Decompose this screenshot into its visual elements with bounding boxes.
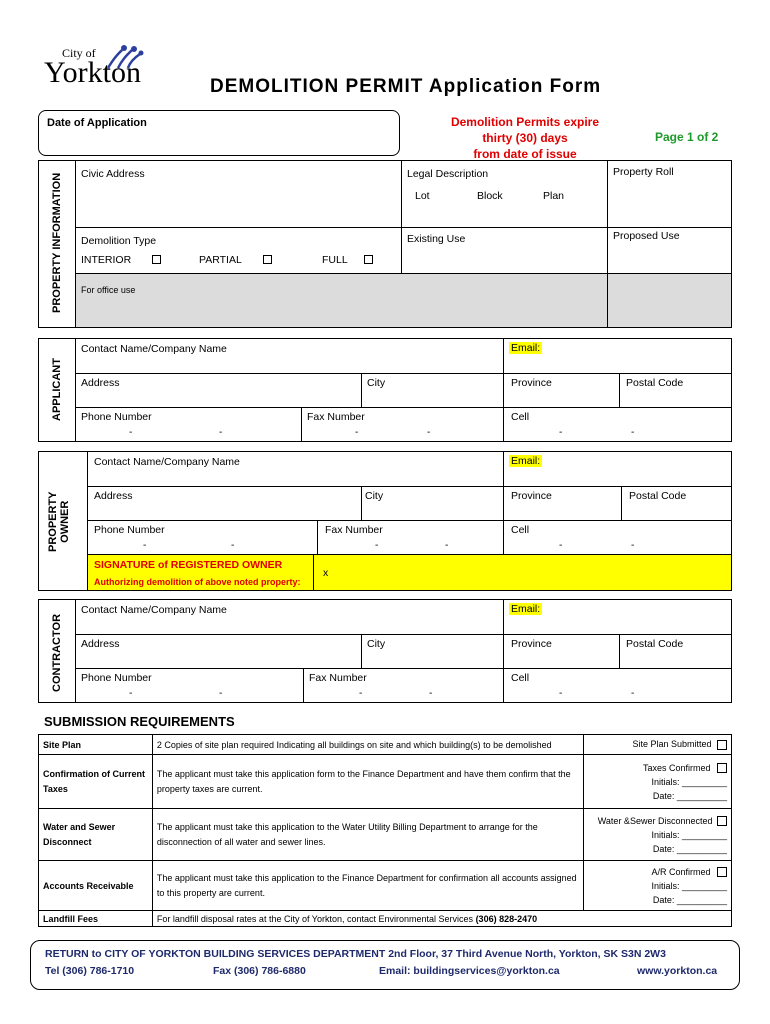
applicant-phone-dash-2: - <box>219 427 223 438</box>
interior-label: INTERIOR <box>81 254 132 266</box>
footer-web[interactable]: www.yorkton.ca <box>637 965 718 977</box>
submission-heading: SUBMISSION REQUIREMENTS <box>44 714 235 729</box>
plan-label: Plan <box>543 190 565 202</box>
applicant-city-label: City <box>367 377 386 389</box>
legal-description-label: Legal Description <box>407 168 489 180</box>
footer-box <box>30 940 740 990</box>
owner-postal-label: Postal Code <box>629 490 687 502</box>
applicant-section <box>38 338 732 442</box>
footer-email[interactable]: Email: buildingservices@yorkton.ca <box>379 965 560 977</box>
req-check-cell <box>584 861 732 911</box>
req-check-label: A/R Confirmed <box>651 866 711 877</box>
owner-cell-dash-1: - <box>559 540 563 551</box>
contractor-fax-label: Fax Number <box>309 672 367 684</box>
property-roll-label: Property Roll <box>613 166 674 178</box>
contractor-fax-dash-1: - <box>359 688 363 699</box>
water-sewer-checkbox[interactable] <box>717 816 727 826</box>
owner-fax-dash-1: - <box>375 540 379 551</box>
owner-authorizing-label: Authorizing demolition of above noted property: <box>94 577 301 587</box>
page-number: Page 1 of 2 <box>655 130 719 144</box>
table-row <box>39 735 732 755</box>
footer-tel: Tel (306) 786-1710 <box>45 965 135 977</box>
req-name: Landfill Fees <box>39 911 153 927</box>
applicant-side-label: APPLICANT <box>51 358 63 421</box>
owner-phone-dash-2: - <box>231 540 235 551</box>
table-row <box>39 911 732 927</box>
lot-label: Lot <box>415 190 430 202</box>
req-name: Site Plan <box>39 735 153 755</box>
expire-line-2: thirty (30) days <box>482 131 568 145</box>
expire-line-1: Demolition Permits expire <box>450 115 600 129</box>
applicant-phone-label: Phone Number <box>81 411 152 423</box>
applicant-contact-label: Contact Name/Company Name <box>81 343 227 355</box>
contractor-cell-label: Cell <box>511 672 530 684</box>
existing-use-label: Existing Use <box>407 233 466 245</box>
req-check-label: Site Plan Submitted <box>632 739 712 750</box>
applicant-cell-dash-1: - <box>559 427 563 438</box>
req-name: Confirmation of Current Taxes <box>39 755 153 809</box>
owner-email-label: Email: <box>511 455 541 467</box>
demolition-type-label: Demolition Type <box>81 235 157 247</box>
interior-checkbox[interactable] <box>152 255 161 264</box>
contractor-contact-label: Contact Name/Company Name <box>81 604 227 616</box>
contractor-phone-dash-2: - <box>219 688 223 699</box>
page-title: DEMOLITION PERMIT Application Form <box>210 76 602 97</box>
contractor-postal-label: Postal Code <box>626 638 684 650</box>
owner-side-label-2: OWNER <box>59 500 71 543</box>
req-name: Water and Sewer Disconnect <box>39 809 153 861</box>
req-check-cell <box>584 735 732 755</box>
owner-contact-label: Contact Name/Company Name <box>94 456 240 468</box>
full-label: FULL <box>322 254 348 266</box>
ar-checkbox[interactable] <box>717 867 727 877</box>
applicant-cell-label: Cell <box>511 411 530 423</box>
date-line[interactable]: Date: __________ <box>652 894 727 905</box>
taxes-checkbox[interactable] <box>717 763 727 773</box>
full-checkbox[interactable] <box>364 255 373 264</box>
contractor-cell-dash-2: - <box>631 688 635 699</box>
req-check-label: Taxes Confirmed <box>642 762 711 773</box>
date-line[interactable]: Date: __________ <box>652 843 727 854</box>
req-desc: The applicant must take this application to the Water Utility Billing Department to arrange for the disconnection of all water and sewer lines. <box>152 809 583 861</box>
req-check-cell <box>584 809 732 861</box>
block-label: Block <box>477 190 503 202</box>
owner-cell-dash-2: - <box>631 540 635 551</box>
applicant-province-label: Province <box>511 377 552 389</box>
req-desc-cell <box>152 911 731 927</box>
contractor-province-label: Province <box>511 638 552 650</box>
req-name: Accounts Receivable <box>39 861 153 911</box>
req-check-label: Water &Sewer Disconnected <box>597 815 713 826</box>
contractor-side-label: CONTRACTOR <box>51 613 63 692</box>
contractor-city-label: City <box>367 638 386 650</box>
applicant-fax-label: Fax Number <box>307 411 365 423</box>
req-desc: For landfill disposal rates at the City of Yorkton, contact Environmental Services <box>156 913 474 924</box>
req-desc: 2 Copies of site plan required Indicating all buildings on site and which building(s) to be demolished <box>152 735 583 755</box>
applicant-postal-label: Postal Code <box>626 377 684 389</box>
applicant-phone-dash-1: - <box>129 427 133 438</box>
contractor-fax-dash-2: - <box>429 688 433 699</box>
contractor-section <box>38 599 732 703</box>
owner-phone-dash-1: - <box>143 540 147 551</box>
owner-province-label: Province <box>511 490 552 502</box>
contractor-phone-dash-1: - <box>129 688 133 699</box>
property-side-label: PROPERTY INFORMATION <box>51 172 63 313</box>
applicant-fax-dash-1: - <box>355 427 359 438</box>
submission-table <box>38 734 732 927</box>
contractor-phone-label: Phone Number <box>81 672 152 684</box>
req-check-cell <box>584 755 732 809</box>
contractor-email-label: Email: <box>511 603 541 615</box>
contractor-address-label: Address <box>81 638 120 650</box>
initials-line[interactable]: Initials: _________ <box>651 880 727 891</box>
partial-label: PARTIAL <box>199 254 242 266</box>
site-plan-checkbox[interactable] <box>717 740 727 750</box>
owner-city-label: City <box>365 490 384 502</box>
req-phone: (306) 828-2470 <box>475 913 538 924</box>
proposed-use-label: Proposed Use <box>613 230 680 242</box>
logo-name: Yorkton <box>44 56 141 89</box>
owner-fax-label: Fax Number <box>325 524 383 536</box>
city-logo <box>40 42 160 98</box>
req-desc: The applicant must take this application form to the Finance Department and have them confirm that the property taxes are current. <box>152 755 583 809</box>
initials-line[interactable]: Initials: _________ <box>651 829 727 840</box>
owner-phone-label: Phone Number <box>94 524 165 536</box>
logo-figures-icon <box>104 44 144 70</box>
footer-return-to: RETURN to CITY OF YORKTON BUILDING SERVICES DEPARTMENT 2nd Floor, 37 Third Avenue North, Yorkton, SK S3N 2W3 <box>45 948 666 960</box>
footer-fax: Fax (306) 786-6880 <box>213 965 306 977</box>
owner-fax-dash-2: - <box>445 540 449 551</box>
owner-side-label-1: PROPERTY <box>47 491 59 552</box>
applicant-email-label: Email: <box>511 342 541 354</box>
owner-cell-label: Cell <box>511 524 530 536</box>
initials-line[interactable]: Initials: _________ <box>651 776 727 787</box>
table-row <box>39 809 732 861</box>
partial-checkbox[interactable] <box>263 255 272 264</box>
applicant-address-label: Address <box>81 377 120 389</box>
table-row <box>39 755 732 809</box>
owner-signature-x: x <box>323 567 329 579</box>
owner-side-label <box>47 491 71 552</box>
date-of-application-field[interactable] <box>38 110 400 156</box>
civic-address-label: Civic Address <box>81 168 145 180</box>
table-row <box>39 861 732 911</box>
applicant-cell-dash-2: - <box>631 427 635 438</box>
office-use-label: For office use <box>81 285 136 295</box>
property-information-section <box>38 160 732 328</box>
expire-notice <box>410 114 640 162</box>
owner-section <box>38 451 732 591</box>
expire-line-3: from date of issue <box>473 147 577 161</box>
owner-signature-label: SIGNATURE of REGISTERED OWNER <box>94 559 283 571</box>
owner-address-label: Address <box>94 490 133 502</box>
logo-city-of: City of <box>62 46 96 60</box>
applicant-fax-dash-2: - <box>427 427 431 438</box>
req-desc: The applicant must take this application to the Finance Department for confirmation all accounts assigned to this property are current. <box>152 861 583 911</box>
date-of-application-label: Date of Application <box>47 117 147 129</box>
contractor-cell-dash-1: - <box>559 688 563 699</box>
date-line[interactable]: Date: __________ <box>652 790 727 801</box>
office-use-area <box>76 274 731 327</box>
